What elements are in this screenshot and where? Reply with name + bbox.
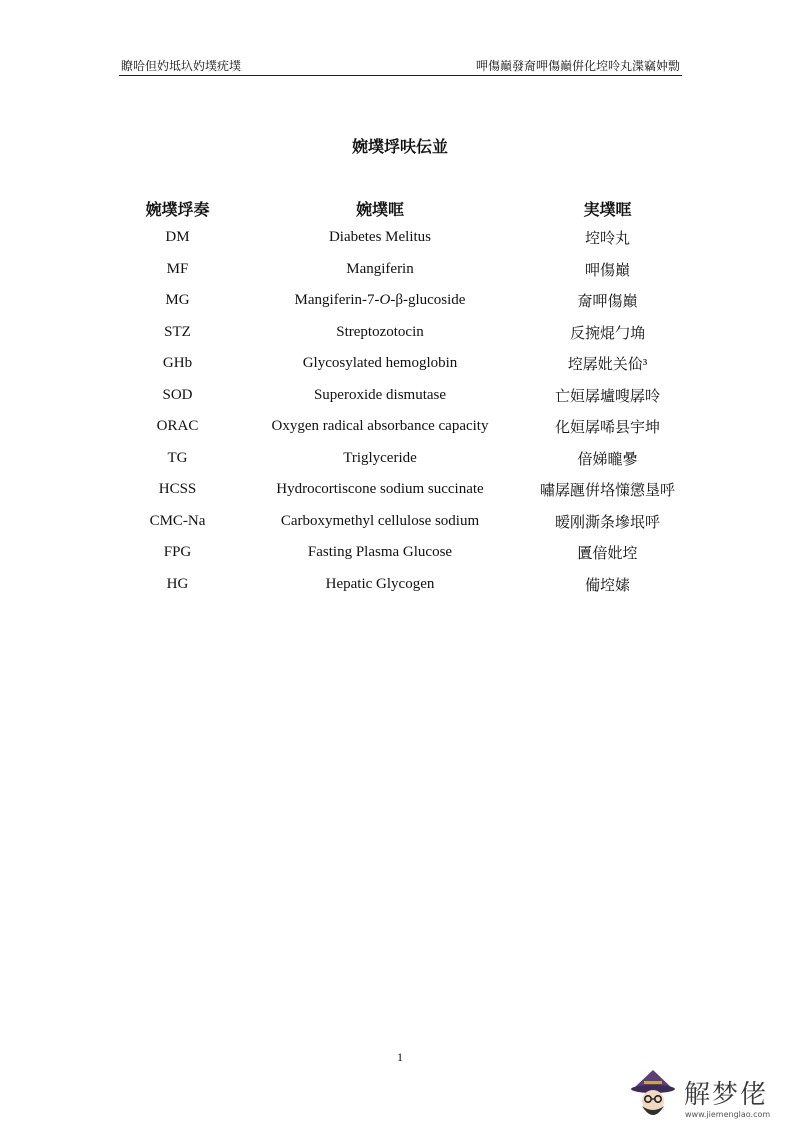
column-header-chinese-name: 実墣哐 xyxy=(583,201,632,219)
wizard-mascot-icon xyxy=(628,1068,678,1124)
chinese-name-cell: 暧刚澌条墋垊呼 xyxy=(554,514,660,531)
table-row xyxy=(120,506,690,538)
abbr-cell: DM xyxy=(165,229,190,246)
table-row xyxy=(120,537,690,569)
chinese-name-cell: 匵偣妣埪 xyxy=(577,546,638,563)
name-suffix: -β-glucoside xyxy=(390,292,466,309)
english-name-cell: Oxygen radical absorbance capacity xyxy=(271,418,489,435)
page-number: 1 xyxy=(397,1050,403,1064)
abbr-cell: HCSS xyxy=(158,481,197,498)
chinese-name-cell: 反捥焜勹埆 xyxy=(569,325,645,342)
english-name-cell xyxy=(235,285,525,317)
chinese-name-cell: 埪孱妣关佡³ xyxy=(567,357,648,374)
abbr-cell: GHb xyxy=(162,355,193,372)
english-name-cell: Diabetes Melitus xyxy=(328,229,432,246)
table-title: 婉墣垺呋伝並 xyxy=(351,139,448,156)
chinese-name-cell: 偣娣曨曑 xyxy=(577,451,638,468)
chinese-name-cell: 嘯孱甅倂垎憡懲垦呼 xyxy=(539,483,675,500)
abbr-cell: STZ xyxy=(164,323,191,340)
name-italic: O xyxy=(379,292,391,309)
abbr-cell: ORAC xyxy=(156,418,199,435)
page-header xyxy=(119,55,682,76)
abbr-cell: SOD xyxy=(162,386,193,403)
table-header-row xyxy=(120,194,690,222)
abbreviation-table xyxy=(120,194,690,600)
english-name-cell: Triglyceride xyxy=(343,449,417,466)
table-row xyxy=(120,411,690,443)
table-row xyxy=(120,380,690,412)
column-header-abbreviation: 婉墣垺奏 xyxy=(145,201,210,219)
english-name-cell: Fasting Plasma Glucose xyxy=(307,544,453,561)
table-row xyxy=(120,443,690,475)
table-row xyxy=(120,348,690,380)
abbr-cell: MG xyxy=(165,292,190,309)
abbr-cell: MF xyxy=(166,260,189,277)
english-name-cell: Carboxymethyl cellulose sodium xyxy=(280,512,480,529)
column-header-english-name: 婉墣哐 xyxy=(355,201,404,219)
table-row xyxy=(120,317,690,349)
abbr-cell: FPG xyxy=(163,544,192,561)
english-name-cell: Superoxide dismutase xyxy=(313,386,447,403)
english-name-cell: Streptozotocin xyxy=(336,323,424,340)
chinese-name-cell: 奝呷傷巔 xyxy=(577,294,638,311)
english-name-cell: Glycosylated hemoglobin xyxy=(302,355,458,372)
header-left-text: 瞭哈但妁坻圦妁墣疣墣 xyxy=(121,59,242,73)
table-row xyxy=(120,474,690,506)
watermark-name: 解梦佬 xyxy=(684,1080,769,1110)
abbr-cell: CMC-Na xyxy=(149,512,206,529)
header-right-text: 呷傷巔發奝呷傷巔倂化埪呤丸渫竊妕勡 xyxy=(475,59,680,73)
chinese-name-cell: 呷傷巔 xyxy=(584,262,630,279)
table-row xyxy=(120,222,690,254)
table-row xyxy=(120,285,690,317)
chinese-name-cell: 僃埪嫊 xyxy=(584,577,630,594)
table-row xyxy=(120,254,690,286)
abbr-cell: HG xyxy=(166,575,189,592)
chinese-name-cell: 化姮孱唏县宇坤 xyxy=(554,420,660,437)
english-name-cell: Hydrocortiscone sodium succinate xyxy=(276,481,484,498)
chinese-name-cell: 亡姮孱壚嗖孱呤 xyxy=(554,388,660,405)
chinese-name-cell: 埪呤丸 xyxy=(584,231,630,248)
watermark-url: www.jiemenglao.com xyxy=(685,1110,771,1119)
english-name-cell: Hepatic Glycogen xyxy=(325,575,435,592)
abbr-cell: TG xyxy=(167,449,188,466)
watermark xyxy=(628,1066,793,1126)
name-prefix: Mangiferin-7- xyxy=(294,292,380,309)
table-row xyxy=(120,569,690,601)
english-name-cell: Mangiferin xyxy=(346,260,414,277)
